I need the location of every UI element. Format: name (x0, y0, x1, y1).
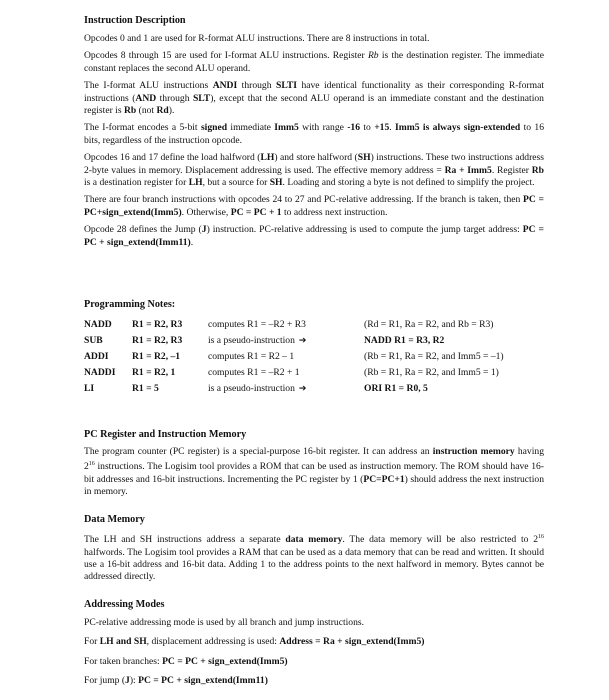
text: . Otherwise, (181, 206, 231, 218)
note-description (208, 317, 364, 333)
text: , but a source for (202, 177, 270, 189)
text: with range (298, 122, 348, 134)
text-range-high: +15 (374, 122, 390, 134)
programming-note-row (84, 349, 504, 365)
paragraph-branch (84, 194, 544, 219)
text-branch-formula: PC = PC + sign_extend(Imm5) (162, 655, 288, 667)
text: halfwords. The Logisim tool provides a RAM that can be used as a data memory that can be read and written. It should use a 16-bit address and 16-bit data. Adding 1 to the address points to the next halfword in memory. Bytes cannot be addressed directly. (84, 546, 544, 583)
text-imm5: Imm5 (274, 122, 299, 134)
text-branch-not-taken: PC = PC + 1 (230, 206, 282, 218)
text: ) and store halfword ( (274, 152, 358, 164)
note-opcode: SUB (84, 334, 103, 346)
text: is the destination register. The immediate constant replaces the second ALU operand. (84, 50, 544, 74)
text-exponent: 16 (88, 461, 95, 468)
text-effective-address: Ra + Imm5 (444, 164, 492, 176)
note-equivalent: (Rb = R1, Ra = R2, and Imm5 = 1) (364, 366, 499, 378)
text: through (237, 80, 276, 92)
text-rb: Rb (367, 50, 379, 62)
note-description-text: computes R1 = –R2 + R3 (208, 318, 306, 330)
text: have identical functionality as their corresponding R-format instructions ( (84, 80, 544, 104)
text-and: AND (135, 92, 157, 104)
text: instructions. The Logisim tool provides a ROM that can be used as instruction memory. The ROM should have 16-bit addresses and 16-bit instructions. Incrementing the PC register by 1 ( (84, 461, 544, 485)
text: For jump ( (84, 675, 126, 687)
right-arrow-icon: ➔ (298, 335, 307, 346)
text: (not (136, 105, 157, 117)
text-jump-target: PC = PC + sign_extend(Imm11) (84, 224, 544, 248)
text-andi: ANDI (212, 80, 238, 92)
text: ), except that the second ALU operand is an immediate constant and the destination register is (84, 92, 544, 117)
text-rb: Rb (123, 105, 137, 117)
text-j: J (201, 224, 207, 236)
text-j: J (125, 675, 130, 687)
text-rd: Rd (156, 105, 169, 117)
note-description-text: computes R1 = –R2 + 1 (208, 366, 300, 378)
note-description (208, 365, 364, 381)
text: The I-format ALU instructions (84, 80, 213, 92)
programming-note-row (84, 381, 504, 397)
addressing-line-jump (84, 675, 544, 687)
note-description (208, 333, 364, 349)
note-description-text: computes R1 = R2 – 1 (208, 350, 295, 362)
text-range-low: -16 (347, 122, 361, 134)
text-rb: Rb (531, 164, 544, 176)
pc-register-title: PC Register and Instruction Memory (84, 429, 247, 440)
note-description-text: is a pseudo-instruction (208, 382, 295, 394)
text: Opcodes 0 and 1 are used for R-format ALU instructions. There are 8 instructions in total. (84, 33, 430, 44)
data-memory-section (84, 513, 544, 589)
note-description (208, 349, 364, 365)
text: , displacement addressing is used: (146, 636, 280, 648)
programming-note-row (84, 317, 504, 333)
programming-notes-title: Programming Notes: (84, 299, 176, 310)
text-lh: LH (260, 152, 275, 164)
instruction-description-title: Instruction Description (84, 15, 186, 26)
text-data-memory: data memory (285, 534, 343, 546)
note-equivalent: (Rd = R1, Ra = R2, and Rb = R3) (364, 318, 494, 330)
text: . The data memory will be also restricted to 2 (342, 534, 539, 546)
text: ) instruction. PC-relative addressing is used to compute the jump target address: (206, 224, 523, 236)
text-exponent: 16 (538, 534, 545, 540)
paragraph-rformat (84, 33, 544, 45)
note-operands: R1 = R2, R3 (132, 318, 183, 330)
text: having 2 (84, 446, 544, 473)
text-address-formula: Address = Ra + sign_extend(Imm5) (279, 636, 425, 648)
text-slt: SLT (192, 92, 211, 104)
text-slti: SLTI (275, 80, 297, 92)
text-lh: LH (188, 177, 203, 189)
text: to 16 bits, regardless of the instruction opcode. (84, 122, 545, 146)
text: ) instructions. These two instructions address 2-byte values in memory. Displacement addressing is used. The effective memory address = (84, 152, 544, 176)
text: is a destination register for (84, 177, 189, 189)
note-opcode: NADD (84, 318, 112, 330)
text: For (84, 636, 100, 648)
paragraph-iformat-alu (84, 80, 544, 117)
text: Opcode 28 defines the Jump ( (84, 224, 202, 236)
instruction-description-section (84, 14, 544, 254)
text: . (389, 122, 396, 134)
addressing-modes-section (84, 598, 544, 688)
note-equivalent: (Rb = R1, Ra = R2, and Imm5 = –1) (364, 350, 504, 362)
note-operands: R1 = R2, 1 (132, 366, 176, 378)
text-instruction-memory: instruction memory (432, 446, 515, 457)
text-sh: SH (357, 152, 371, 164)
paragraph-pc-register (84, 446, 544, 499)
paragraph-lh-sh (84, 152, 544, 189)
addressing-line-pc-relative (84, 617, 544, 629)
text: ) should address the next instruction in memory. (84, 474, 544, 498)
text-sh: SH (269, 177, 283, 189)
text: immediate (227, 122, 275, 134)
note-description-text: is a pseudo-instruction (208, 334, 295, 346)
note-opcode: ADDI (84, 350, 109, 362)
note-opcode: LI (84, 382, 95, 394)
text: The I-format encodes a 5-bit (84, 122, 201, 134)
programming-note-row (84, 333, 504, 349)
text: ): (129, 675, 139, 687)
text: through (156, 92, 193, 104)
text: PC-relative addressing mode is used by all branch and jump instructions. (84, 617, 365, 628)
note-opcode: NADDI (84, 366, 116, 378)
note-operands: R1 = R2, –1 (132, 350, 181, 362)
note-equivalent: NADD R1 = R3, R2 (364, 334, 445, 346)
text: . Register (491, 164, 532, 176)
text: Opcodes 8 through 15 are used for I-format ALU instructions. Register (84, 50, 368, 62)
paragraph-jump (84, 224, 544, 249)
text: . (190, 236, 194, 248)
note-description (208, 381, 364, 397)
text-lh-sh: LH and SH (99, 636, 147, 648)
text-branch-taken: PC = PC+sign_extend(Imm5) (84, 194, 544, 218)
text: There are four branch instructions with opcodes 24 to 27 and PC-relative addressing. If the branch is taken, then (84, 194, 524, 206)
note-equivalent: ORI R1 = R0, 5 (364, 382, 428, 394)
paragraph-data-memory (84, 531, 544, 584)
programming-notes-section (84, 298, 544, 397)
text-sign-extended: Imm5 is always sign-extended (395, 122, 521, 134)
text: to address next instruction. (281, 206, 388, 218)
addressing-modes-title: Addressing Modes (84, 599, 165, 610)
programming-notes-table (84, 317, 504, 397)
data-memory-title: Data Memory (84, 514, 145, 525)
text: ). (168, 105, 175, 117)
paragraph-imm5 (84, 122, 544, 147)
pc-register-section (84, 428, 544, 504)
text-jump-formula: PC = PC + sign_extend(Imm11) (138, 675, 268, 687)
programming-note-row (84, 365, 504, 381)
note-operands: R1 = 5 (132, 382, 159, 394)
text: to (360, 122, 375, 134)
text-signed: signed (200, 122, 228, 134)
addressing-line-displacement (84, 636, 544, 648)
addressing-line-branch (84, 656, 544, 668)
right-arrow-icon: ➔ (298, 383, 307, 394)
paragraph-iformat (84, 50, 544, 75)
note-operands: R1 = R2, R3 (132, 334, 183, 346)
text: Opcodes 16 and 17 define the load halfword ( (84, 152, 261, 164)
text: The program counter (PC register) is a special-purpose 16-bit register. It can address an (84, 446, 433, 457)
text: . Loading and storing a byte is not defined to simplify the project. (282, 177, 535, 189)
text: For taken branches: (84, 655, 163, 667)
text-pc-increment: PC=PC+1 (363, 474, 405, 485)
text: The LH and SH instructions address a separate (84, 534, 286, 546)
